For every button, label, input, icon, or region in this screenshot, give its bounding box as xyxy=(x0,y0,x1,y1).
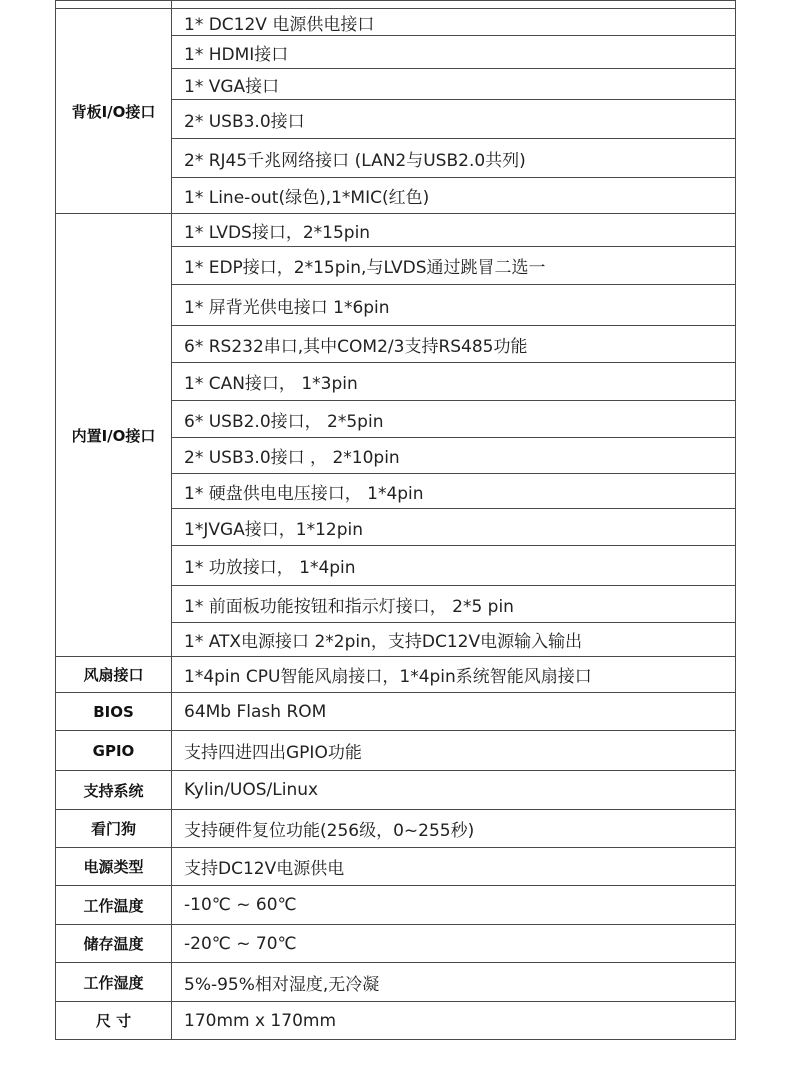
spec-category-label: 储存温度 xyxy=(56,925,172,963)
spec-value: 1* ATX电源接口 2*2pin，支持DC12V电源输入输出 xyxy=(172,623,736,657)
spec-value: 2* USB3.0接口 xyxy=(172,100,736,139)
spec-row xyxy=(56,1002,736,1040)
spec-category-label: 风扇接口 xyxy=(56,657,172,693)
spec-value: -20℃ ~ 70℃ xyxy=(172,925,736,963)
spec-category-label: 背板I/O接口 xyxy=(56,9,172,214)
spec-category-label: 支持系统 xyxy=(56,771,172,810)
spec-value: 1*JVGA接口，1*12pin xyxy=(172,509,736,546)
spec-value: 5%-95%相对湿度,无冷凝 xyxy=(172,963,736,1002)
spec-value: 支持四进四出GPIO功能 xyxy=(172,731,736,771)
spec-value: -10℃ ~ 60℃ xyxy=(172,886,736,925)
spec-row xyxy=(56,771,736,810)
spec-row xyxy=(56,963,736,1002)
spec-value: 64Mb Flash ROM xyxy=(172,693,736,731)
spec-table xyxy=(55,0,736,1040)
spec-value: 2* RJ45千兆网络接口 (LAN2与USB2.0共列) xyxy=(172,139,736,178)
spec-row xyxy=(56,214,736,247)
spec-value: 1* 屏背光供电接口 1*6pin xyxy=(172,285,736,326)
spec-value: 1* 功放接口， 1*4pin xyxy=(172,546,736,586)
spec-category-label: GPIO xyxy=(56,731,172,771)
spec-value: 支持硬件复位功能(256级，0~255秒) xyxy=(172,810,736,848)
spec-value: 6* USB2.0接口， 2*5pin xyxy=(172,401,736,438)
spec-row xyxy=(56,925,736,963)
spec-value: 1* VGA接口 xyxy=(172,69,736,100)
spec-row xyxy=(56,1,736,9)
spec-category-label: 工作温度 xyxy=(56,886,172,925)
spec-value: 170mm x 170mm xyxy=(172,1002,736,1040)
spec-value: 1* 前面板功能按钮和指示灯接口， 2*5 pin xyxy=(172,586,736,623)
spec-value: 支持DC12V电源供电 xyxy=(172,848,736,886)
spec-row xyxy=(56,731,736,771)
spec-row xyxy=(56,657,736,693)
spec-value: 1* EDP接口，2*15pin,与LVDS通过跳冒二选一 xyxy=(172,247,736,285)
spec-row xyxy=(56,9,736,36)
spec-value: 6* RS232串口,其中COM2/3支持RS485功能 xyxy=(172,326,736,363)
spec-category-label: 看门狗 xyxy=(56,810,172,848)
spec-row xyxy=(56,886,736,925)
spec-value: 1* Line-out(绿色),1*MIC(红色) xyxy=(172,178,736,214)
spec-category-label: 内置I/O接口 xyxy=(56,214,172,657)
spec-value: 1* CAN接口， 1*3pin xyxy=(172,363,736,401)
spec-row xyxy=(56,810,736,848)
spec-value: 1* LVDS接口，2*15pin xyxy=(172,214,736,247)
spec-value: Kylin/UOS/Linux xyxy=(172,771,736,810)
spec-row xyxy=(56,693,736,731)
spec-category-label: 工作湿度 xyxy=(56,963,172,1002)
spec-value: 1* HDMI接口 xyxy=(172,36,736,69)
spec-category-label: 电源类型 xyxy=(56,848,172,886)
spec-value: 2* USB3.0接口 ， 2*10pin xyxy=(172,438,736,474)
spec-row xyxy=(56,848,736,886)
spec-value: 1* 硬盘供电电压接口， 1*4pin xyxy=(172,474,736,509)
spec-category-label: 尺 寸 xyxy=(56,1002,172,1040)
spec-category-label xyxy=(56,1,172,9)
spec-value xyxy=(172,1,736,9)
spec-value: 1*4pin CPU智能风扇接口，1*4pin系统智能风扇接口 xyxy=(172,657,736,693)
spec-category-label: BIOS xyxy=(56,693,172,731)
spec-value: 1* DC12V 电源供电接口 xyxy=(172,9,736,36)
spec-table-body xyxy=(56,1,736,1040)
